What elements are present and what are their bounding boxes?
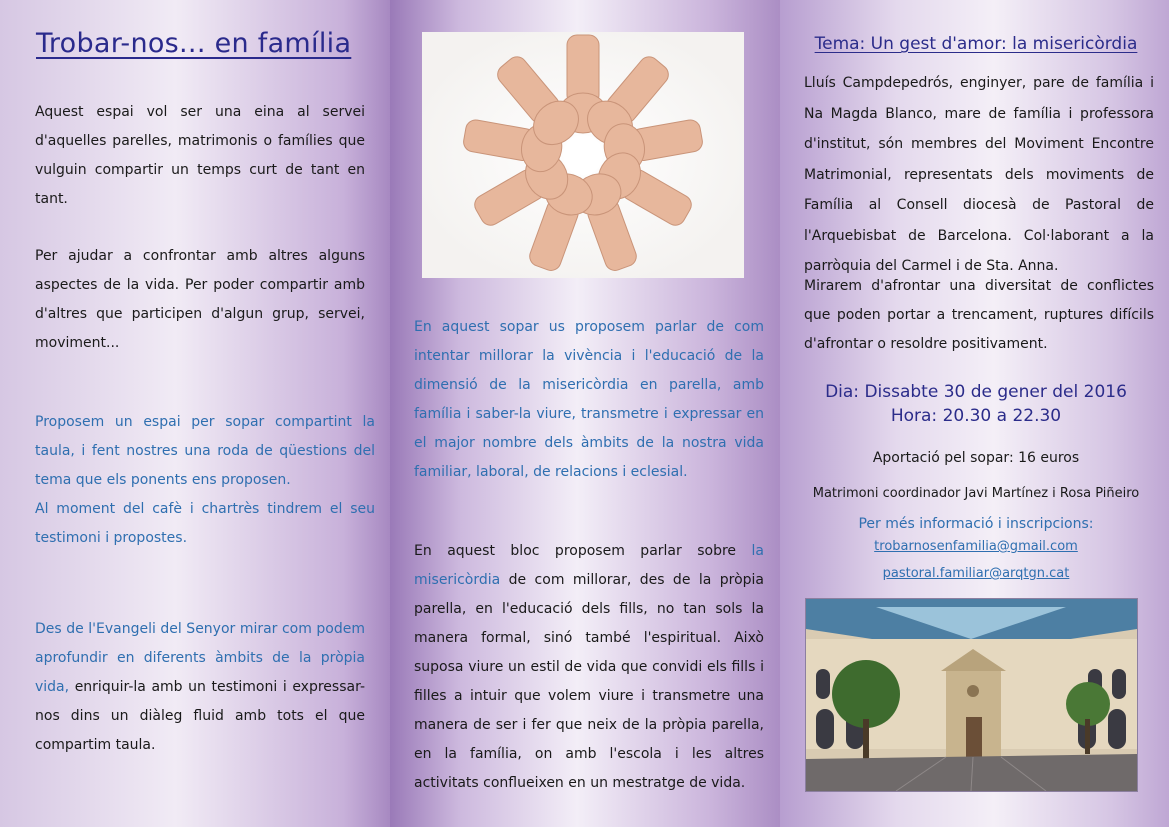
event-time: Hora: 20.30 a 22.30 — [890, 406, 1062, 426]
intro-paragraph: Aquest espai vol ser una eina al servei d'aquelles parelles, matrimonis o famílies que vulguin compartir un temps curt de tant en tant. — [35, 104, 365, 207]
right-panel — [780, 0, 1169, 827]
event-datetime — [790, 380, 1162, 428]
gospel-paragraph — [35, 615, 365, 760]
coordinators-text: Matrimoni coordinador Javi Martínez i Rosa Piñeiro — [812, 486, 1140, 501]
email-link-1[interactable]: trobarnosenfamilia@gmail.com — [874, 539, 1078, 554]
cloister-image — [805, 598, 1138, 792]
event-date: Dia: Dissabte 30 de gener del 2016 — [825, 382, 1127, 402]
middle-panel — [390, 0, 780, 827]
cloister-illustration — [806, 599, 1137, 791]
proposal-paragraph — [35, 408, 375, 553]
email-2-wrap — [790, 566, 1162, 581]
theme-title: Tema: Un gest d'amor: la misericòrdia — [814, 34, 1138, 54]
purpose-paragraph: Per ajudar a confrontar amb altres alguns aspectes de la vida. Per poder compartir amb d'altres que participen d'algun grup, servei, moviment... — [35, 248, 365, 351]
bloc-text-b: de com millorar, des de la pròpia parella, en l'educació dels fills, no tan sols la manera formal, sinó també l'espiritual. Això suposa viure un estil de vida que convidi els fills i filles a intuir que volem viure i transmetre una manera de ser i fer que neix de la pròpia parella, en la família, on amb l'escola i les altres activitats conflueixen en un mestratge de vida. — [414, 572, 764, 791]
bloc-paragraph — [414, 537, 764, 798]
hands-illustration — [422, 32, 744, 278]
gospel-dark-text: enriquir-la amb un testimoni i expressar-nos dins un diàleg fluid amb tots el que compartim taula. — [35, 679, 365, 753]
hands-image — [422, 32, 744, 278]
email-link-2[interactable]: pastoral.familiar@arqtgn.cat — [882, 566, 1070, 581]
dinner-proposal-paragraph: En aquest sopar us proposem parlar de com intentar millorar la vivència i l'educació de la dimensió de la misericòrdia en parella, amb família i saber-la viure, transmetre i expressar en el major nombre dels àmbits de la nostra vida familiar, laboral, de relacions i eclesial. — [414, 319, 764, 480]
contribution-text: Aportació pel sopar: 16 euros — [872, 450, 1080, 466]
info-heading: Per més informació i inscripcions: — [858, 516, 1094, 532]
conflicts-paragraph: Mirarem d'afrontar una diversitat de conflictes que poden portar a trencament, ruptures difícils d'afrontar o resoldre positivament. — [804, 278, 1154, 352]
left-panel — [0, 0, 390, 827]
gospel-blue-text: Des de l'Evangeli del Senyor mirar com podem aprofundir en diferents àmbits de la pròpia vida, — [35, 621, 365, 695]
bloc-highlight: la misericòrdia — [414, 543, 764, 588]
bloc-text-a: En aquest bloc proposem parlar sobre — [414, 543, 752, 559]
coffee-text: Al moment del cafè i chartrès tindrem el seu testimoni i propostes. — [35, 501, 375, 546]
email-1-wrap — [790, 539, 1162, 554]
brochure-title: Trobar-nos... en família — [36, 28, 352, 59]
speakers-paragraph: Lluís Campdepedrós, enginyer, pare de família i Na Magda Blanco, mare de família i professora d'institut, són membres del Moviment Encontre Matrimonial, representats dels moviments de Família al Consell diocesà de Pastoral de l'Arquebisbat de Barcelona. Col·laborant a la parròquia del Carmel i de Sta. Anna. — [804, 75, 1154, 274]
proposal-text: Proposem un espai per sopar compartint la taula, i fent nostres una roda de qüestions del tema que els ponents ens proposen. — [35, 414, 375, 488]
